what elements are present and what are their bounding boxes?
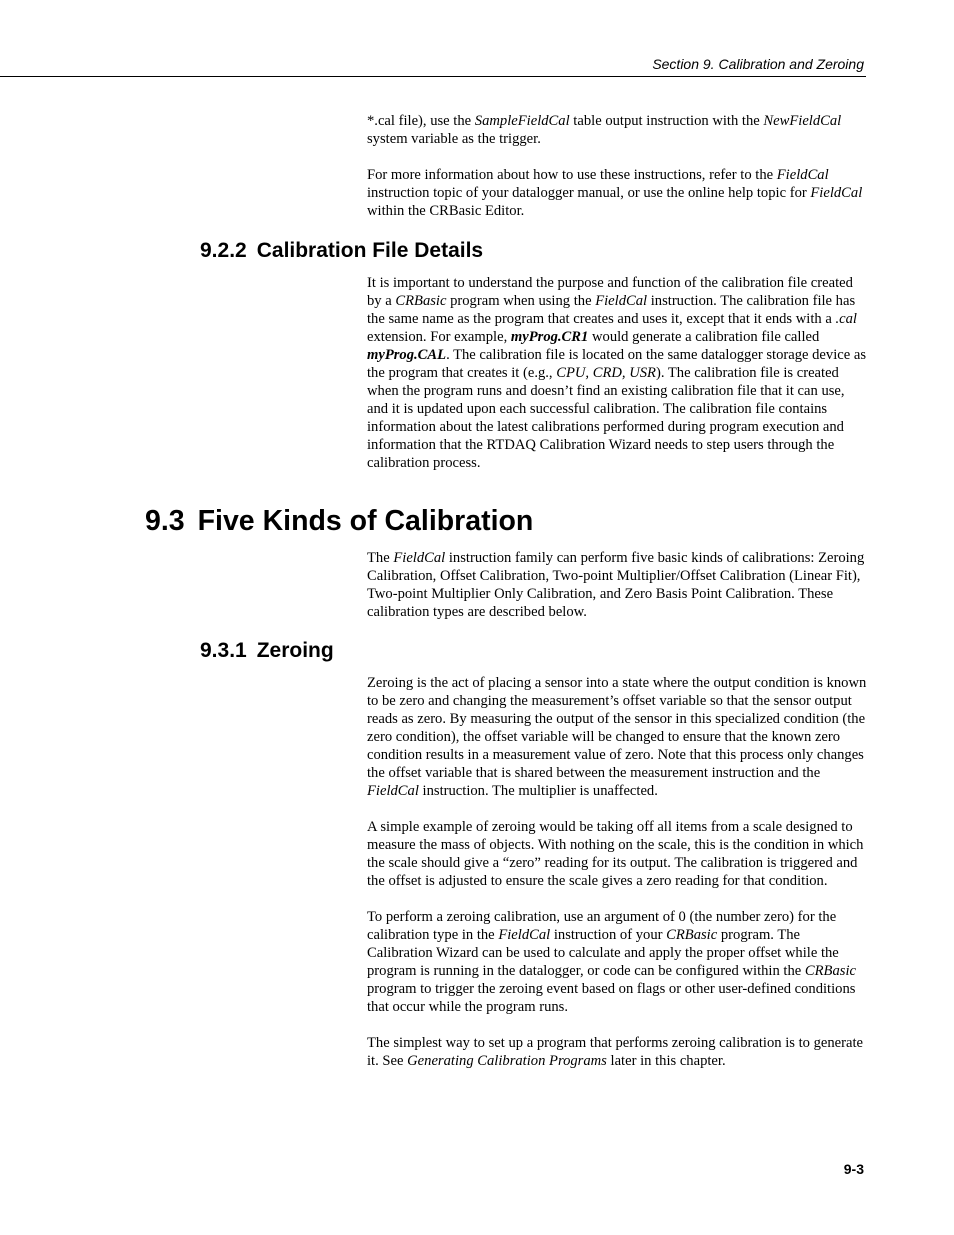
code-term: SampleFieldCal: [474, 113, 570, 129]
section-heading-9-2-2: [200, 239, 483, 263]
text-run: The: [367, 550, 394, 566]
text-run: later in this chapter.: [606, 1053, 726, 1069]
code-term: CRBasic: [395, 293, 447, 309]
code-term: CPU, CRD, USR: [556, 365, 656, 381]
text-run: *.cal file), use the: [367, 113, 475, 129]
code-term: CRBasic: [666, 927, 718, 943]
text-run: program. The Calibration Wizard can be used to calculate and apply the proper offset while the program is running in the datalogger, or code can be configured within the: [367, 927, 839, 979]
section-heading-9-3: [145, 505, 533, 538]
section-title: Calibration File Details: [256, 239, 484, 262]
text-run: To perform a zeroing calibration, use an argument of 0 (the number zero) for the calibration type in the: [367, 909, 837, 943]
code-term: FieldCal: [498, 927, 551, 943]
filename-term: myProg.CR1: [510, 329, 589, 345]
text-run: For more information about how to use these instructions, refer to the: [367, 167, 777, 183]
text-run: The simplest way to set up a program that performs zeroing calibration is to generate it. See: [367, 1035, 864, 1069]
five-kinds-paragraph: [367, 549, 867, 621]
intro-paragraph-1: [367, 112, 867, 148]
section-number: 9.2.2: [200, 239, 247, 262]
code-term: FieldCal: [776, 167, 829, 183]
text-run: instruction topic of your datalogger manual, or use the online help topic for: [367, 185, 811, 201]
calibration-file-paragraph: [367, 274, 867, 472]
filename-term: myProg.CAL: [367, 347, 447, 363]
code-term: FieldCal: [393, 550, 446, 566]
zeroing-block: [367, 674, 867, 1070]
text-run: table output instruction with the: [569, 113, 764, 129]
text-run: instruction family can perform five basic kinds of calibrations: Zeroing Calibration, Offset Calibration, Two-point Multiplier/Offset Calibration (Linear Fit), Two-point Multiplier Only Calibration, and Zero Basis Point Calibration. These calibration types are described below.: [367, 550, 865, 620]
code-term: FieldCal: [367, 783, 419, 799]
code-term: .cal: [835, 311, 857, 327]
section-number: 9.3.1: [200, 639, 247, 662]
zeroing-paragraph-1: [367, 674, 867, 800]
page-number: 9-3: [843, 1161, 864, 1177]
section-heading-9-3-1: [200, 639, 334, 663]
intro-paragraph-2: [367, 166, 867, 220]
code-term: FieldCal: [595, 293, 648, 309]
text-run: ). The calibration file is created when the program runs and doesn’t find an existing calibration file that it can use, and it is updated upon each successful calibration. The calibration file contains information about the latest calibrations performed during program execution and information that the RTDAQ Calibration Wizard needs to step users through the calibration process.: [367, 365, 845, 471]
text-run: It is important to understand the purpose and function of the calibration file created by a: [367, 275, 853, 309]
text-run: within the CRBasic Editor.: [367, 203, 525, 219]
cross-reference: Generating Calibration Programs: [407, 1053, 607, 1069]
zeroing-paragraph-4: [367, 1034, 867, 1070]
code-term: NewFieldCal: [763, 113, 842, 129]
text-run: instruction. The multiplier is unaffected.: [418, 783, 658, 799]
header-rule: [0, 76, 866, 77]
intro-block: [367, 112, 867, 220]
text-run: instruction. The calibration file has the same name as the program that creates and uses it, except that it ends with a: [367, 293, 856, 327]
code-term: FieldCal: [810, 185, 863, 201]
text-run: instruction of your: [550, 927, 667, 943]
text-run: would generate a calibration file called: [588, 329, 820, 345]
zeroing-paragraph-3: [367, 908, 867, 1016]
text-run: program to trigger the zeroing event based on flags or other user-defined conditions that occur while the program runs.: [367, 981, 856, 1015]
text-run: system variable as the trigger.: [367, 131, 541, 147]
text-run: program when using the: [446, 293, 596, 309]
text-run: . The calibration file is located on the same datalogger storage device as the program that creates it (e.g.,: [367, 347, 867, 381]
section-title: Five Kinds of Calibration: [197, 505, 534, 537]
running-header: Section 9. Calibration and Zeroing: [652, 56, 864, 72]
section-number: 9.3: [145, 505, 185, 537]
text-run: extension. For example,: [367, 329, 511, 345]
five-kinds-block: [367, 549, 867, 621]
text-run: Zeroing is the act of placing a sensor into a state where the output condition is known to be zero and changing the measurement’s offset variable so that the sensor output reads as zero. By measuring the output of the sensor in this specialized condition (the zero condition), the offset variable will be changed to ensure that the known zero condition results in a measurement value of zero. Note that this process only changes the offset variable that is shared between the measurement instruction and the: [367, 675, 867, 781]
section-title: Zeroing: [256, 639, 334, 662]
code-term: CRBasic: [804, 963, 856, 979]
calibration-file-details-block: [367, 274, 867, 472]
zeroing-paragraph-2: A simple example of zeroing would be taking off all items from a scale designed to measure the mass of objects. With nothing on the scale, this is the condition in which the scale should give a “zero” reading for its output. The calibration is triggered and the offset is adjusted to ensure the scale gives a zero reading for that condition.: [367, 819, 864, 889]
